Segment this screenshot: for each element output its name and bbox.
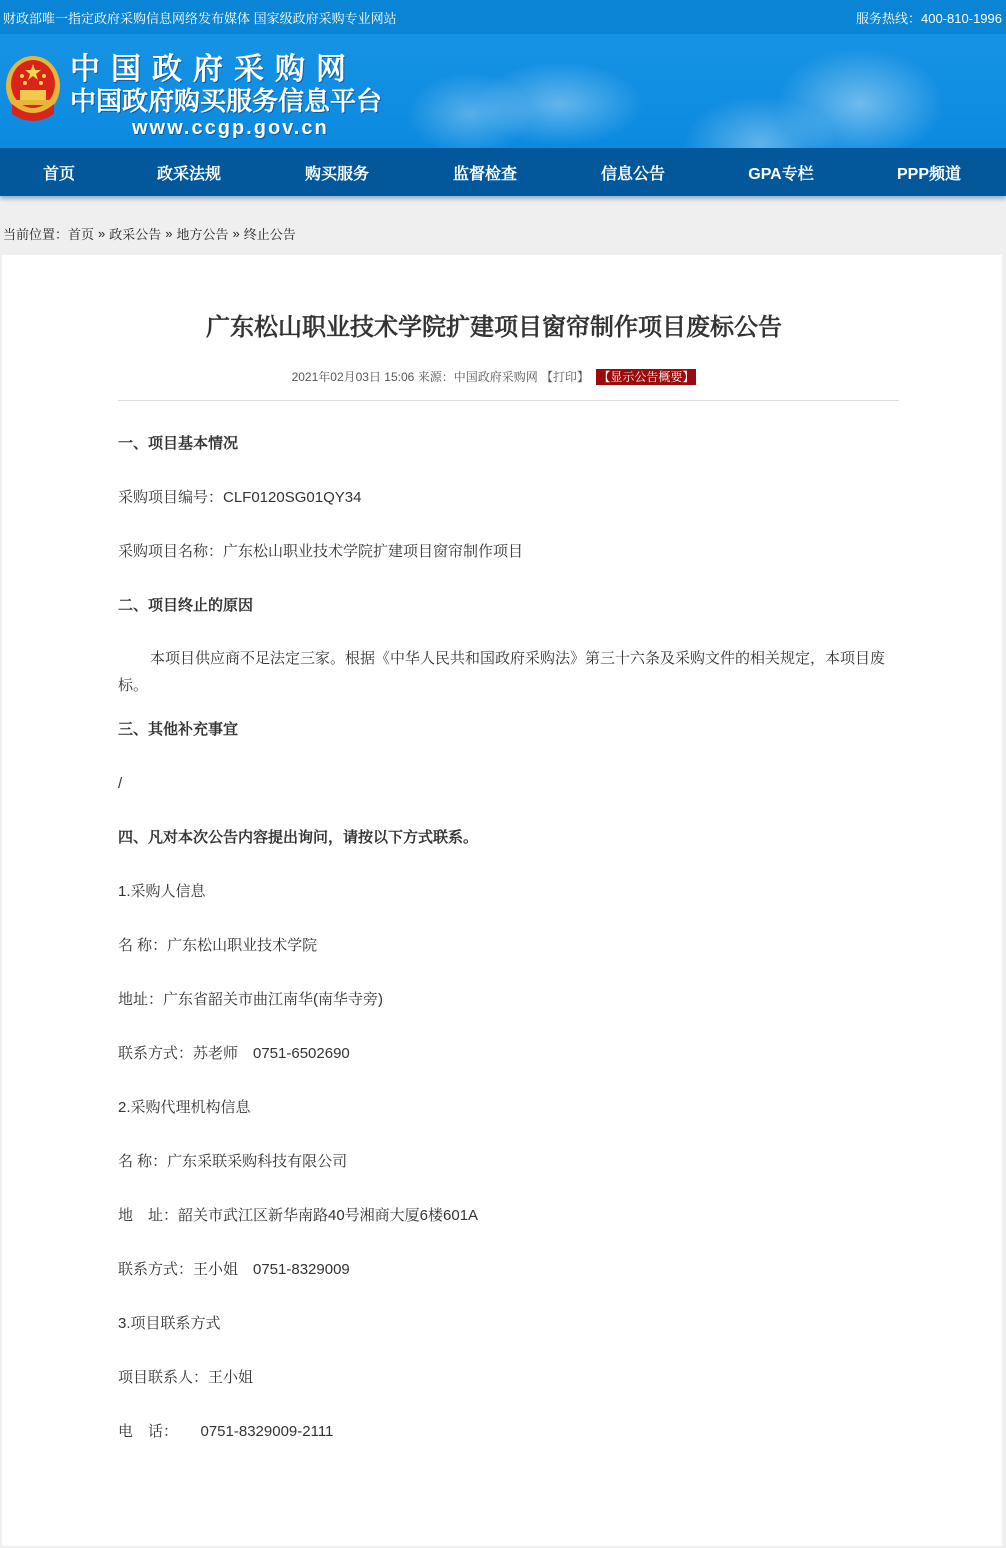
print-link[interactable]: 【打印】 — [541, 370, 590, 384]
project-number: 采购项目编号：CLF0120SG01QY34 — [118, 489, 362, 506]
breadcrumb-prefix: 当前位置： — [3, 226, 69, 242]
national-emblem-icon — [4, 52, 62, 124]
article-title: 广东松山职业技术学院扩建项目窗帘制作项目废标公告 — [206, 314, 782, 341]
breadcrumb-local-notices[interactable]: 地方公告 — [176, 226, 229, 242]
logo-title: 中国政府采购网 — [70, 53, 357, 86]
section-heading: 三、其他补充事宜 — [118, 721, 239, 738]
nav-ppp[interactable]: PPP频道 — [896, 165, 962, 183]
section-heading: 四、凡对本次公告内容提出询问，请按以下方式联系。 — [118, 829, 479, 846]
divider — [118, 400, 899, 401]
nav-purchase-services[interactable]: 购买服务 — [304, 165, 369, 183]
subsection-heading: 2.采购代理机构信息 — [118, 1099, 251, 1116]
breadcrumb-separator: » — [98, 225, 106, 241]
purchaser-address: 地址：广东省韶关市曲江南华(南华寺旁) — [118, 991, 383, 1008]
agency-contact: 联系方式：王小姐 0751-8329009 — [118, 1261, 350, 1278]
subsection-heading: 1.采购人信息 — [118, 883, 206, 900]
purchaser-contact: 联系方式：苏老师 0751-6502690 — [118, 1045, 350, 1062]
section-heading: 二、项目终止的原因 — [118, 597, 254, 614]
project-name: 采购项目名称：广东松山职业技术学院扩建项目窗帘制作项目 — [118, 543, 524, 560]
purchaser-name: 名 称：广东松山职业技术学院 — [118, 937, 318, 954]
breadcrumb-termination-notices[interactable]: 终止公告 — [243, 226, 296, 242]
subsection-heading: 3.项目联系方式 — [118, 1315, 221, 1332]
service-hotline: 服务热线：400-810-1996 — [856, 10, 1002, 26]
show-summary-button[interactable]: 【显示公告概要】 — [598, 370, 695, 384]
site-logo[interactable] — [70, 54, 382, 140]
breadcrumb-separator: » — [165, 225, 173, 241]
nav-regulations[interactable]: 政采法规 — [156, 165, 221, 183]
site-banner — [0, 34, 1006, 148]
top-bar — [0, 0, 1006, 34]
breadcrumb-separator: » — [232, 225, 240, 241]
other-matters: / — [118, 775, 123, 792]
nav-gpa[interactable]: GPA专栏 — [748, 165, 814, 183]
termination-reason: 本项目供应商不足法定三家。根据《中华人民共和国政府采购法》第三十六条及采购文件的相关规定，本项目废标。 — [118, 650, 886, 694]
agency-name: 名 称：广东采联采购科技有限公司 — [118, 1153, 348, 1170]
nav-home[interactable]: 首页 — [42, 165, 75, 183]
section-heading: 一、项目基本情况 — [118, 435, 239, 452]
logo-url: www.ccgp.gov.cn — [132, 117, 329, 139]
breadcrumb — [0, 196, 1006, 254]
breadcrumb-procurement-notices[interactable]: 政采公告 — [109, 226, 162, 242]
nav-supervision[interactable]: 监督检查 — [452, 165, 517, 183]
publish-datetime: 2021年02月03日 15:06 — [291, 370, 415, 384]
nav-announcements[interactable]: 信息公告 — [600, 165, 665, 183]
article-container — [2, 255, 1002, 1546]
agency-address: 地 址：韶关市武江区新华南路40号湘商大厦6楼601A — [118, 1207, 479, 1224]
site-slogan: 财政部唯一指定政府采购信息网络发布媒体 国家级政府采购专业网站 — [3, 10, 397, 26]
project-contact-phone: 电 话： 0751-8329009-2111 — [118, 1423, 334, 1440]
logo-subtitle: 中国政府购买服务信息平台 — [70, 86, 383, 116]
article-meta — [2, 368, 986, 385]
article-source: 来源：中国政府采购网 — [417, 370, 538, 384]
breadcrumb-home[interactable]: 首页 — [68, 226, 95, 242]
main-nav — [0, 148, 1006, 196]
project-contact-person: 项目联系人：王小姐 — [118, 1369, 254, 1386]
